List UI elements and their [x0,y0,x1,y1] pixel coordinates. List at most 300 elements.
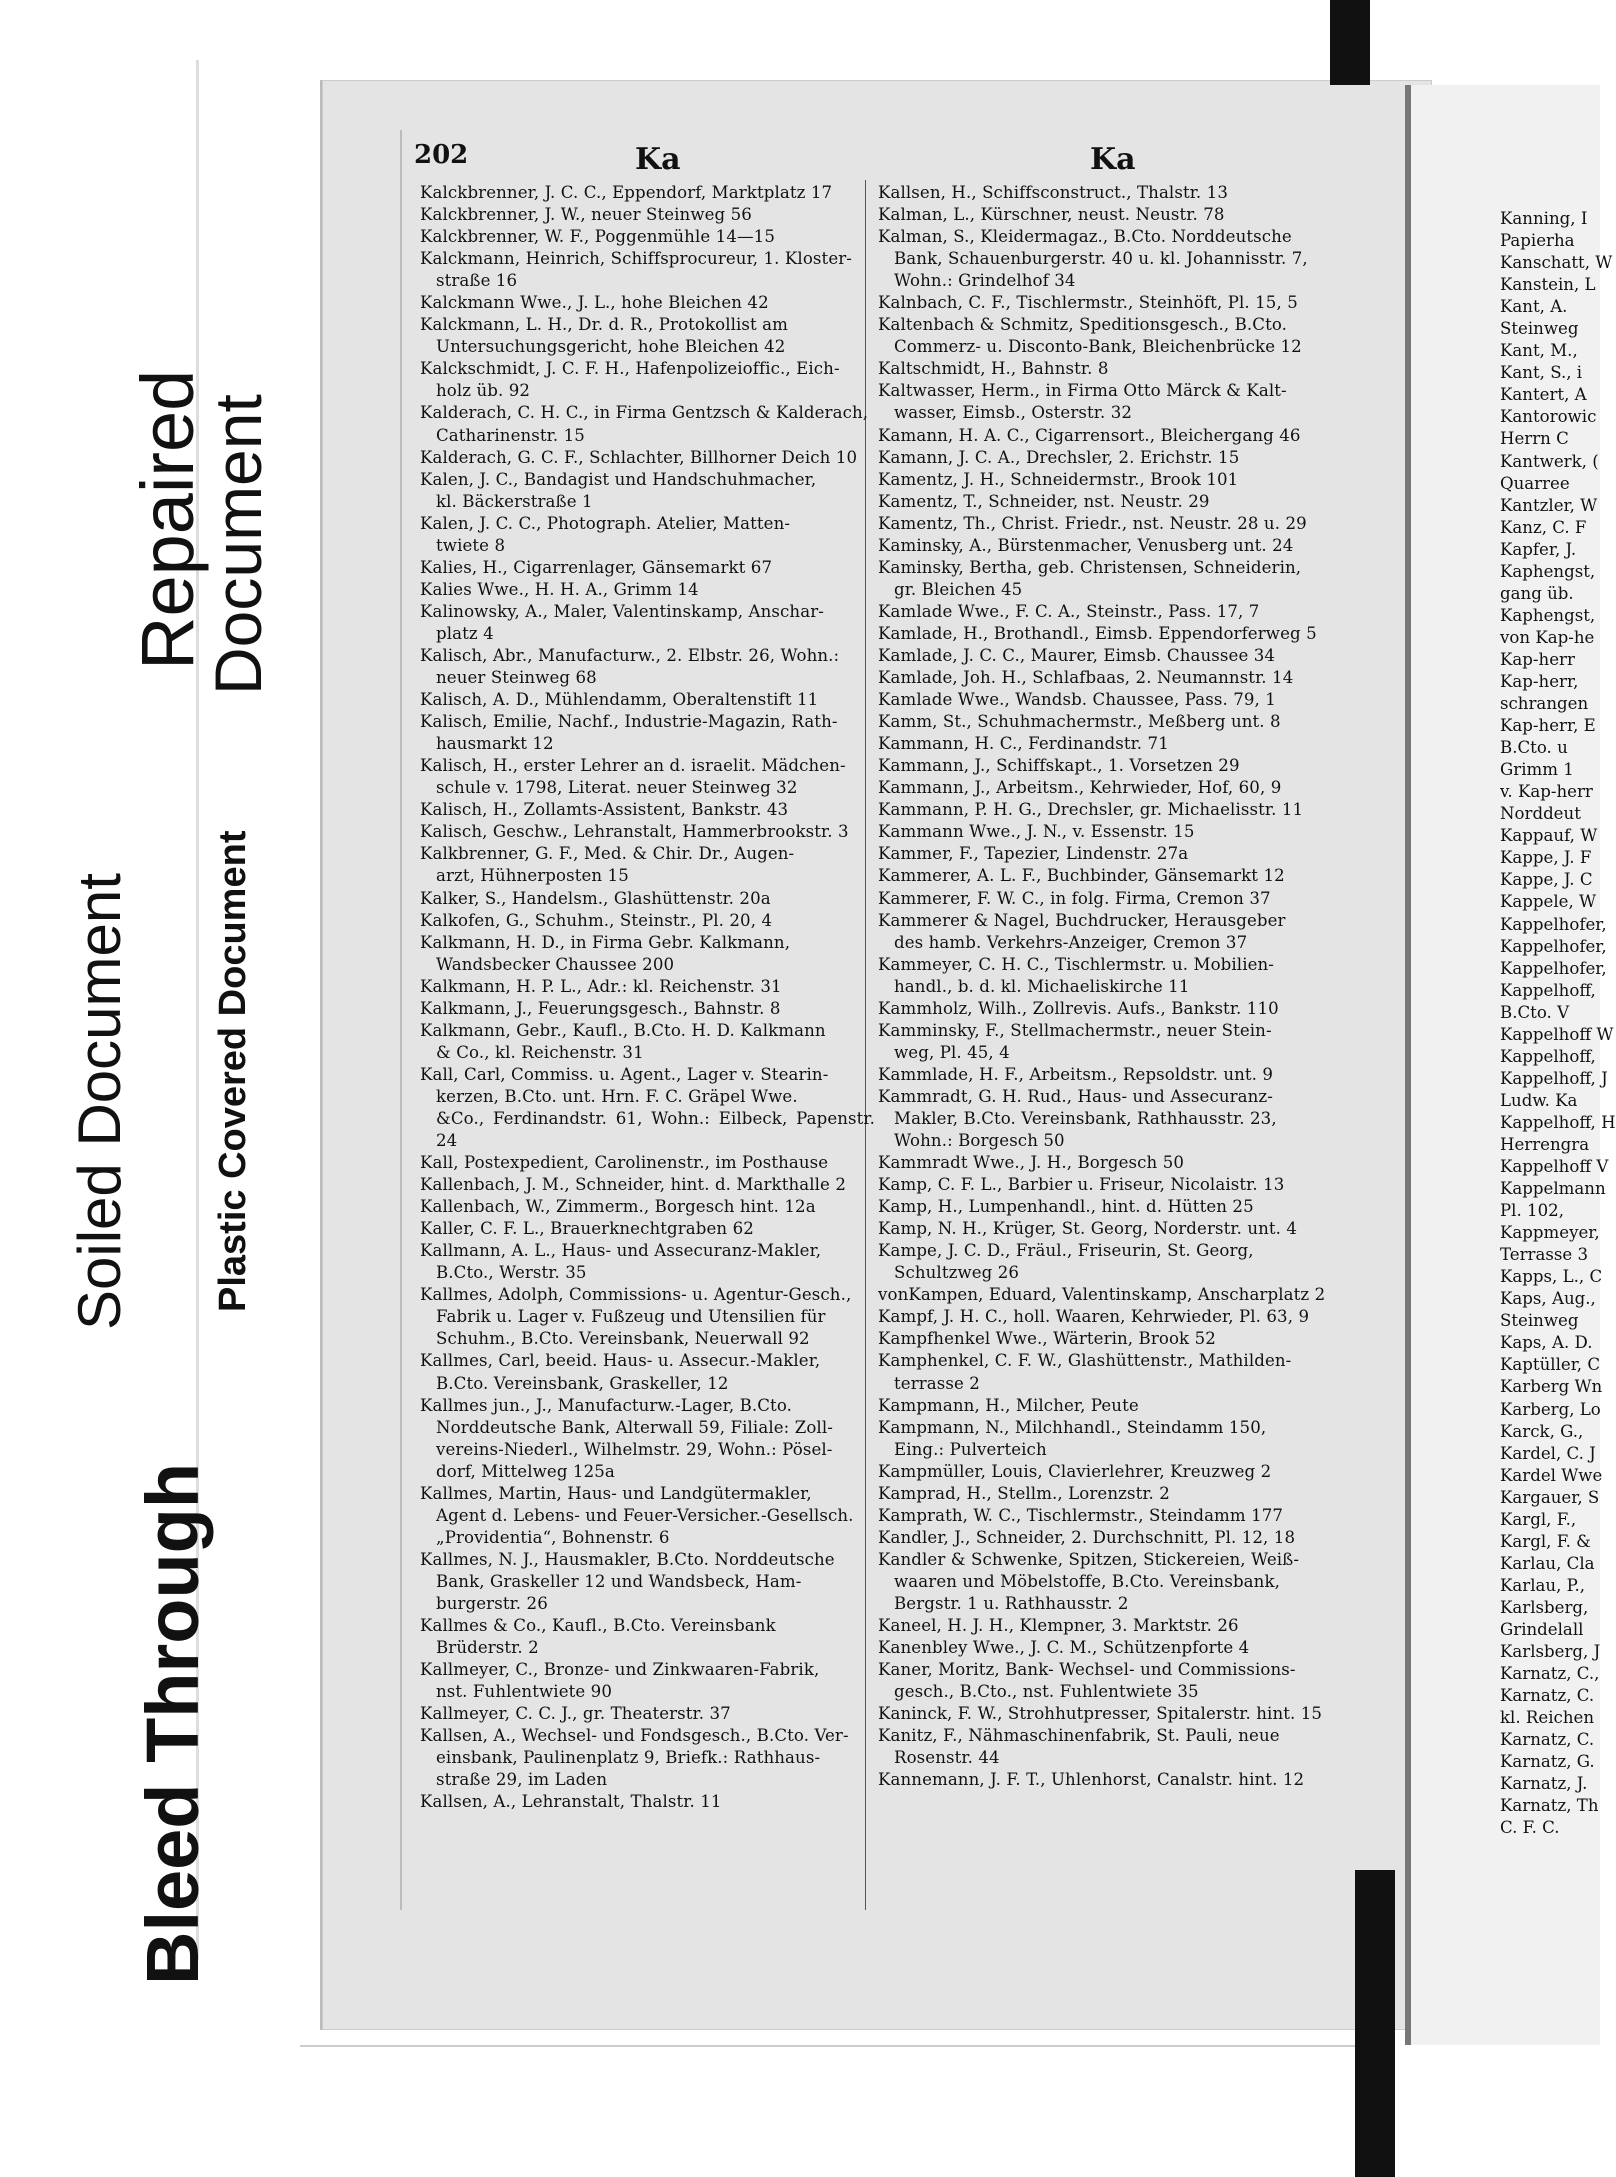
directory-entry [420,1725,875,1791]
entry-continuation: Rosenstr. 44 [894,1748,1000,1768]
directory-entry [878,1152,1338,1174]
directory-entry [878,1395,1338,1417]
entry-continuation: Agent d. Lebens- und Feuer-Versicher.-Gesellsch. [436,1505,854,1525]
directory-entry: Kapfer, J. [1500,539,1577,559]
directory-entry: Kardel, C. J [1500,1443,1596,1463]
black-strip-bottom [1355,1870,1395,2177]
directory-entry [420,226,875,248]
directory-entry [878,1725,1338,1769]
entry-continuation: Eing.: Pulverteich [894,1439,1047,1459]
directory-entry: Kappelhoff, [1500,980,1596,1000]
directory-entry [878,1064,1338,1086]
entry-line: Kaltwasser, Herm., in Firma Otto Märck & Kalt- [878,381,1287,401]
entry-line: Kalkofen, G., Schuhm., Steinstr., Pl. 20, 4 [420,910,773,930]
entry-line: Kammann, P. H. G., Drechsler, gr. Michaelisstr. 11 [878,800,1304,820]
directory-entry [878,1615,1338,1637]
directory-entry: von Kap-he [1500,627,1595,647]
directory-entry [420,711,875,755]
entry-line: Kalisch, H., erster Lehrer an d. israelit. Mädchen- [420,756,846,776]
entry-line: Kalisch, H., Zollamts-Assistent, Bankstr. 43 [420,800,789,820]
entry-continuation: neuer Steinweg 68 [436,668,597,688]
entry-line: Kamann, J. C. A., Drechsler, 2. Erichstr. 15 [878,447,1240,467]
entry-line: Kamprath, W. C., Tischlermstr., Steindamm 177 [878,1505,1284,1525]
directory-entry [878,689,1338,711]
entry-line: Kammann, H. C., Ferdinandstr. 71 [878,734,1169,754]
entry-line: Kampfhenkel Wwe., Wärterin, Brook 52 [878,1329,1216,1349]
directory-entry: Kappelmann [1500,1179,1606,1199]
document-label: Document [201,394,275,695]
entry-line: Kamminsky, F., Stellmachermstr., neuer Stein- [878,1020,1272,1040]
column-heading-right: Ka [1090,142,1136,177]
entry-continuation: platz 4 [436,623,494,643]
entry-line: Kaner, Moritz, Bank- Wechsel- und Commissions- [878,1660,1296,1680]
entry-line: Kaltenbach & Schmitz, Speditionsgesch., B.Cto. [878,315,1288,335]
directory-entry [878,733,1338,755]
directory-entry: Kanning, I [1500,209,1588,228]
directory-entry: Kappelhoff V [1500,1157,1609,1177]
entry-line: Kanitz, F., Nähmaschinenfabrik, St. Pauli, neue [878,1726,1280,1746]
directory-entry [420,1218,875,1240]
directory-entry [420,755,875,799]
directory-entry: Kappelhofer, [1500,936,1607,956]
directory-entry: Terrasse 3 [1500,1245,1589,1265]
entry-continuation: Fabrik u. Lager v. Fußzeug und Utensilien für [436,1307,826,1327]
directory-entry [420,601,875,645]
directory-entry: Ludw. Ka [1500,1090,1578,1110]
entry-line: Kalkmann, J., Feuerungsgesch., Bahnstr. 8 [420,998,781,1018]
directory-entry: Herrengra [1500,1134,1590,1154]
directory-column-left [420,182,875,1813]
entry-line: Kalckbrenner, W. F., Poggenmühle 14—15 [420,227,775,247]
entry-line: Kalker, S., Handelsm., Glashüttenstr. 20a [420,888,771,908]
entry-line: Kalderach, G. C. F., Schlachter, Billhorner Deich 10 [420,447,858,467]
directory-entry: Kappe, J. F [1500,848,1592,868]
entry-continuation: Wohn.: Borgesch 50 [894,1131,1065,1151]
entry-line: Kammerer & Nagel, Buchdrucker, Herausgeber [878,910,1286,930]
directory-entry: Karck, G., [1500,1421,1584,1441]
entry-line: Kallmes, Carl, beeid. Haus- u. Assecur.-Makler, [420,1351,821,1371]
entry-line: Kamlade Wwe., Wandsb. Chaussee, Pass. 79, 1 [878,690,1276,710]
directory-entry [420,1174,875,1196]
directory-entry: Kappele, W [1500,892,1597,912]
entry-line: Kammann Wwe., J. N., v. Essenstr. 15 [878,822,1195,842]
page-left-rule [400,130,402,1910]
directory-entry: v. Kap-herr [1500,782,1593,802]
page-number: 202 [414,140,469,170]
directory-entry [878,1284,1338,1306]
entry-line: Kalies Wwe., H. H. A., Grimm 14 [420,579,699,599]
directory-entry [878,667,1338,689]
directory-entry: Kant, S., i [1500,363,1583,383]
entry-line: Kamann, H. A. C., Cigarrensort., Bleichergang 46 [878,425,1301,445]
directory-entry [420,799,875,821]
entry-line: Kallmes & Co., Kaufl., B.Cto. Vereinsbank [420,1616,776,1636]
directory-entry: Kaps, A. D. [1500,1333,1593,1353]
directory-entry: Papierha [1500,231,1575,251]
directory-entry: Karlsberg, J [1500,1642,1601,1662]
entry-line: Kanenbley Wwe., J. C. M., Schützenpforte 4 [878,1638,1250,1658]
directory-entry [878,1020,1338,1064]
directory-entry: Kaps, Aug., [1500,1289,1596,1309]
directory-entry: Pl. 102, [1500,1201,1564,1221]
entry-continuation: Commerz- u. Disconto-Bank, Bleichenbrücke 12 [894,337,1302,357]
directory-entry [420,1549,875,1615]
directory-entry [420,645,875,689]
entry-continuation: B.Cto. Vereinsbank, Graskeller, 12 [436,1373,729,1393]
entry-continuation: Schuhm., B.Cto. Vereinsbank, Neuerwall 92 [436,1329,810,1349]
directory-entry: Kant, A. [1500,297,1568,317]
entry-line: Kalisch, A. D., Mühlendamm, Oberaltenstift 11 [420,690,819,710]
entry-line: Kamentz, Th., Christ. Friedr., nst. Neustr. 28 u. 29 [878,513,1307,533]
directory-entry [878,1659,1338,1703]
directory-entry [878,292,1338,314]
entry-line: Kalckmann, Heinrich, Schiffsprocureur, 1. Kloster- [420,249,852,269]
directory-entry: Karlsberg, [1500,1597,1589,1617]
entry-line: Kalkmann, Gebr., Kaufl., B.Cto. H. D. Kalkmann [420,1020,826,1040]
entry-line: Kalckmann Wwe., J. L., hohe Bleichen 42 [420,293,769,313]
entry-line: Kaninck, F. W., Strohhutpresser, Spitalerstr. hint. 15 [878,1704,1323,1724]
directory-entry: Kappauf, W [1500,826,1598,846]
column-heading-left: Ka [635,142,681,177]
entry-line: Kalkmann, H. D., in Firma Gebr. Kalkmann, [420,932,791,952]
entry-line: Kalies, H., Cigarrenlager, Gänsemarkt 67 [420,557,773,577]
entry-continuation: Brüderstr. 2 [436,1638,539,1658]
directory-entry [420,888,875,910]
directory-entry: Kantert, A [1500,385,1587,405]
directory-entry [420,1703,875,1725]
directory-entry: Kappelhoff, H [1500,1112,1616,1132]
entry-continuation: straße 29, im Laden [436,1770,608,1790]
entry-continuation: holz üb. 92 [436,381,531,401]
directory-entry [420,1395,875,1483]
entry-continuation: nst. Fuhlentwiete 90 [436,1682,612,1702]
entry-continuation: Wandsbecker Chaussee 200 [436,954,675,974]
entry-line: Kalinowsky, A., Maler, Valentinskamp, Anschar- [420,601,824,621]
entry-line: Kallmes, Martin, Haus- und Landgütermakler, [420,1483,812,1503]
entry-continuation: „Providentia“, Bohnenstr. 6 [436,1527,670,1547]
directory-entry: Karnatz, C., [1500,1664,1600,1684]
directory-entry: Kappelhofer, [1500,914,1607,934]
entry-line: Kaller, C. F. L., Brauerknechtgraben 62 [420,1219,754,1239]
entry-line: Kaminsky, A., Bürstenmacher, Venusberg unt. 24 [878,535,1294,555]
entry-line: Kammann, J., Arbeitsm., Kehrwieder, Hof, 60, 9 [878,778,1282,798]
directory-entry [878,910,1338,954]
scan-bottom-edge [300,2045,1380,2047]
directory-entry [420,1240,875,1284]
directory-entry [878,1549,1338,1615]
directory-entry [878,1218,1338,1240]
directory-entry [878,1086,1338,1152]
directory-entry: Kappelhofer, [1500,958,1607,978]
entry-line: Kamlade, H., Brothandl., Eimsb. Eppendorferweg 5 [878,623,1317,643]
entry-line: Kamphenkel, C. F. W., Glashüttenstr., Mathilden- [878,1351,1292,1371]
directory-entry: Norddeut [1500,804,1581,824]
entry-continuation: schule v. 1798, Literat. neuer Steinweg 32 [436,778,798,798]
directory-entry: Quarree [1500,473,1570,493]
entry-line: Kallsen, H., Schiffsconstruct., Thalstr. 13 [878,183,1228,202]
directory-entry: Kanz, C. F [1500,517,1587,537]
directory-entry [420,932,875,976]
entry-line: Kallmeyer, C., Bronze- und Zinkwaaren-Fabrik, [420,1660,820,1680]
directory-entry [878,1240,1338,1284]
directory-entry [878,843,1338,865]
directory-entry [878,182,1338,204]
entry-line: Kampf, J. H. C., holl. Waaren, Kehrwieder, Pl. 63, 9 [878,1307,1310,1327]
entry-continuation: gr. Bleichen 45 [894,579,1023,599]
directory-entry [878,380,1338,424]
directory-entry [878,1306,1338,1328]
entry-line: vonKampen, Eduard, Valentinskamp, Anscharplatz 2 [878,1285,1326,1305]
entry-line: Kalisch, Emilie, Nachf., Industrie-Magazin, Rath- [420,712,838,732]
entry-line: Kamprad, H., Stellm., Lorenzstr. 2 [878,1483,1170,1503]
directory-entry: Steinweg [1500,1311,1579,1331]
directory-entry [420,1791,875,1813]
entry-continuation: terrasse 2 [894,1373,980,1393]
directory-entry: Kant, M., [1500,341,1578,361]
entry-line: Kampmann, N., Milchhandl., Steindamm 150, [878,1417,1267,1437]
directory-column-right [878,182,1338,1791]
entry-line: Kamlade, J. C. C., Maurer, Eimsb. Chaussee 34 [878,645,1276,665]
entry-continuation: straße 16 [436,271,518,291]
entry-line: Kammlade, H. F., Arbeitsm., Repsoldstr. unt. 9 [878,1064,1274,1084]
directory-entry [420,998,875,1020]
directory-entry: Kanschatt, W [1500,253,1613,273]
directory-entry [878,1196,1338,1218]
directory-entry: Kap-herr, E [1500,716,1596,736]
directory-entry [878,711,1338,733]
directory-entry [420,292,875,314]
entry-line: Kammerer, F. W. C., in folg. Firma, Cremon 37 [878,888,1271,908]
directory-entry: kl. Reichen [1500,1708,1595,1728]
directory-entry [420,182,875,204]
directory-entry: Kap-herr, [1500,671,1579,691]
entry-continuation: Schultzweg 26 [894,1263,1020,1283]
directory-entry [878,1483,1338,1505]
entry-line: Kamentz, J. H., Schneidermstr., Brook 101 [878,469,1239,489]
entry-line: Kaneel, H. J. H., Klempner, 3. Marktstr. 26 [878,1616,1239,1636]
directory-entry [420,910,875,932]
directory-entry [420,469,875,513]
entry-line: Kamm, St., Schuhmachermstr., Meßberg unt. 8 [878,712,1281,732]
black-strip-top [1330,0,1370,85]
directory-entry [420,402,875,446]
directory-entry: Karnatz, C. [1500,1730,1595,1750]
entry-line: Kallmann, A. L., Haus- und Assecuranz-Makler, [420,1241,822,1261]
entry-line: Kallenbach, W., Zimmerm., Borgesch hint. 12a [420,1197,816,1217]
entry-continuation: Bergstr. 1 u. Rathhausstr. 2 [894,1594,1129,1613]
entry-continuation: wasser, Eimsb., Osterstr. 32 [894,403,1133,423]
entry-line: Kamlade, Joh. H., Schlafbaas, 2. Neumannstr. 14 [878,668,1294,688]
entry-line: Kammeyer, C. H. C., Tischlermstr. u. Mobilien- [878,954,1275,974]
directory-entry: Karnatz, C. [1500,1686,1595,1706]
directory-entry [420,447,875,469]
directory-entry [420,1615,875,1659]
entry-line: Kallmes jun., J., Manufacturw.-Lager, B.Cto. [420,1395,792,1415]
entry-line: Kallmeyer, C. C. J., gr. Theaterstr. 37 [420,1704,731,1724]
entry-line: Kampe, J. C. D., Fräul., Friseurin, St. Georg, [878,1241,1254,1261]
directory-entry: Karberg, Lo [1500,1399,1601,1419]
entry-line: Kamp, C. F. L., Barbier u. Friseur, Nicolaistr. 13 [878,1175,1285,1195]
directory-entry [878,1461,1338,1483]
directory-entry [420,843,875,887]
directory-entry [878,513,1338,535]
entry-continuation: handl., b. d. kl. Michaeliskirche 11 [894,976,1190,996]
directory-entry [878,314,1338,358]
entry-line: Kamp, N. H., Krüger, St. Georg, Norderstr. unt. 4 [878,1219,1298,1239]
directory-entry [878,1527,1338,1549]
directory-entry [878,491,1338,513]
entry-line: Kandler & Schwenke, Spitzen, Stickereien, Weiß- [878,1549,1300,1569]
entry-continuation: Bank, Schauenburgerstr. 40 u. kl. Johannisstr. 7, [894,249,1308,269]
directory-entry [878,204,1338,226]
entry-line: Kall, Carl, Commiss. u. Agent., Lager v. Stearin- [420,1064,829,1084]
directory-entry: Kaphengst, [1500,605,1596,625]
directory-entry: Kappe, J. C [1500,870,1593,890]
entry-continuation: hausmarkt 12 [436,734,554,754]
directory-entry [878,469,1338,491]
directory-entry: schrangen [1500,694,1589,714]
entry-line: Kalen, J. C., Bandagist und Handschuhmacher, [420,469,817,489]
directory-entry [878,755,1338,777]
directory-entry: B.Cto. u [1500,738,1568,758]
directory-entry: Grindelall [1500,1620,1584,1639]
directory-entry [420,579,875,601]
directory-entry: Karnatz, J. [1500,1774,1588,1794]
directory-entry [878,777,1338,799]
directory-entry [878,1637,1338,1659]
directory-entry: Kappelhoff W [1500,1024,1614,1044]
directory-entry [420,557,875,579]
entry-continuation: Catharinenstr. 15 [436,425,585,445]
directory-entry [878,447,1338,469]
entry-line: Kalckbrenner, J. W., neuer Steinweg 56 [420,205,752,225]
directory-entry [878,557,1338,601]
entry-line: Kamp, H., Lumpenhandl., hint. d. Hütten 25 [878,1197,1254,1217]
entry-continuation: dorf, Mittelweg 125a [436,1461,615,1481]
directory-entry: Kantzler, W [1500,495,1598,515]
directory-entry: Grimm 1 [1500,760,1574,780]
entry-line: Kallsen, A., Lehranstalt, Thalstr. 11 [420,1792,722,1812]
directory-entry [878,1769,1338,1791]
entry-line: Kammann, J., Schiffskapt., 1. Vorsetzen 29 [878,756,1240,776]
directory-entry [878,1174,1338,1196]
entry-continuation: kerzen, B.Cto. unt. Hrn. F. C. Gräpel Wwe. [436,1086,798,1106]
directory-entry [878,865,1338,887]
entry-continuation: Bank, Graskeller 12 und Wandsbeck, Ham- [436,1571,802,1591]
directory-entry: Karlau, P., [1500,1575,1586,1595]
entry-line: Kalman, L., Kürschner, neust. Neustr. 78 [878,205,1225,225]
entry-continuation: vereins-Niederl., Wilhelmstr. 29, Wohn.: Pösel- [436,1439,833,1459]
entry-line: Kalnbach, C. F., Tischlermstr., Steinhöft, Pl. 15, 5 [878,293,1298,313]
directory-entry: Kappelhoff, [1500,1046,1596,1066]
entry-line: Kandler, J., Schneider, 2. Durchschnitt, Pl. 12, 18 [878,1527,1296,1547]
entry-continuation: Wohn.: Grindelhof 34 [894,271,1076,291]
directory-entry: Kanstein, L [1500,275,1596,295]
directory-entry [420,1064,875,1152]
entry-line: Kalkmann, H. P. L., Adr.: kl. Reichenstr. 31 [420,976,782,996]
directory-entry [878,226,1338,292]
entry-line: Kallenbach, J. M., Schneider, hint. d. Markthalle 2 [420,1175,847,1195]
directory-entry [878,998,1338,1020]
directory-entry: Kantwerk, ( [1500,451,1599,471]
entry-line: Kalkbrenner, G. F., Med. & Chir. Dr., Augen- [420,844,795,864]
directory-entry [878,358,1338,380]
directory-entry [420,513,875,557]
directory-entry: C. F. C. [1500,1818,1560,1838]
entry-continuation: Norddeutsche Bank, Alterwall 59, Filiale: Zoll- [436,1417,833,1437]
entry-line: Kallmes, Adolph, Commissions- u. Agentur-Gesch., [420,1285,852,1305]
directory-entry: Kantorowic [1500,407,1597,427]
entry-continuation: weg, Pl. 45, 4 [894,1042,1010,1062]
entry-line: Kamentz, T., Schneider, nst. Neustr. 29 [878,491,1210,511]
entry-continuation: & Co., kl. Reichenstr. 31 [436,1042,644,1062]
entry-line: Kalisch, Geschw., Lehranstalt, Hammerbrookstr. 3 [420,822,849,842]
entry-continuation: arzt, Hühnerposten 15 [436,866,629,886]
directory-entry [878,799,1338,821]
entry-line: Kalman, S., Kleidermagaz., B.Cto. Norddeutsche [878,227,1292,247]
directory-entry: Karnatz, Th [1500,1796,1599,1816]
entry-line: Kammer, F., Tapezier, Lindenstr. 27a [878,844,1189,864]
entry-line: Kalckschmidt, J. C. F. H., Hafenpolizeioffic., Eich- [420,359,840,379]
entry-continuation: twiete 8 [436,535,506,555]
entry-continuation: des hamb. Verkehrs-Anzeiger, Cremon 37 [894,932,1248,952]
entry-line: Kammerer, A. L. F., Buchbinder, Gänsemarkt 12 [878,866,1285,886]
entry-continuation: kl. Bäckerstraße 1 [436,491,593,511]
directory-entry [420,821,875,843]
bleed-through-label: Bleed Through [131,1462,214,1985]
entry-continuation: &Co., Ferdinandstr. 61, Wohn.: Eilbeck, Papenstr. 24 [436,1108,875,1151]
directory-entry [878,1505,1338,1527]
directory-entry [878,954,1338,998]
directory-entry [420,358,875,402]
directory-entry [878,1328,1338,1350]
entry-continuation: Makler, B.Cto. Vereinsbank, Rathhausstr. 23, [894,1108,1277,1128]
directory-column-facing [1500,208,1616,1839]
directory-entry [420,689,875,711]
directory-entry [420,1483,875,1549]
directory-entry: Kargl, F., [1500,1509,1577,1529]
directory-entry: gang üb. [1500,583,1574,603]
directory-entry: Karlau, Cla [1500,1553,1595,1573]
directory-entry [420,1152,875,1174]
entry-line: Kampmann, H., Milcher, Peute [878,1395,1139,1415]
directory-entry [878,623,1338,645]
entry-line: Kammradt, G. H. Rud., Haus- und Assecuranz- [878,1086,1273,1106]
entry-line: Kallsen, A., Wechsel- und Fondsgesch., B.Cto. Ver- [420,1726,849,1746]
directory-entry [878,888,1338,910]
directory-entry [878,1703,1338,1725]
directory-entry [878,601,1338,623]
directory-entry: Karberg Wn [1500,1377,1603,1397]
directory-entry: Kargauer, S [1500,1487,1600,1507]
entry-line: Kalen, J. C. C., Photograph. Atelier, Matten- [420,513,791,533]
directory-entry: Kap-herr [1500,649,1575,669]
directory-entry: Kargl, F. & [1500,1531,1591,1551]
directory-entry [420,1284,875,1350]
directory-entry [420,248,875,292]
entry-continuation: waaren und Möbelstoffe, B.Cto. Vereinsbank, [894,1571,1280,1591]
entry-line: Kaltschmidt, H., Bahnstr. 8 [878,359,1109,379]
directory-entry: Karnatz, G. [1500,1752,1595,1772]
directory-entry [420,204,875,226]
directory-entry [878,425,1338,447]
directory-entry: Kappmeyer, [1500,1223,1600,1243]
entry-line: Kallmes, N. J., Hausmakler, B.Cto. Norddeutsche [420,1549,835,1569]
directory-entry [420,1196,875,1218]
entry-line: Kalckbrenner, J. C. C., Eppendorf, Marktplatz 17 [420,183,833,202]
entry-continuation: burgerstr. 26 [436,1594,548,1613]
directory-entry: Herrn C [1500,429,1569,449]
